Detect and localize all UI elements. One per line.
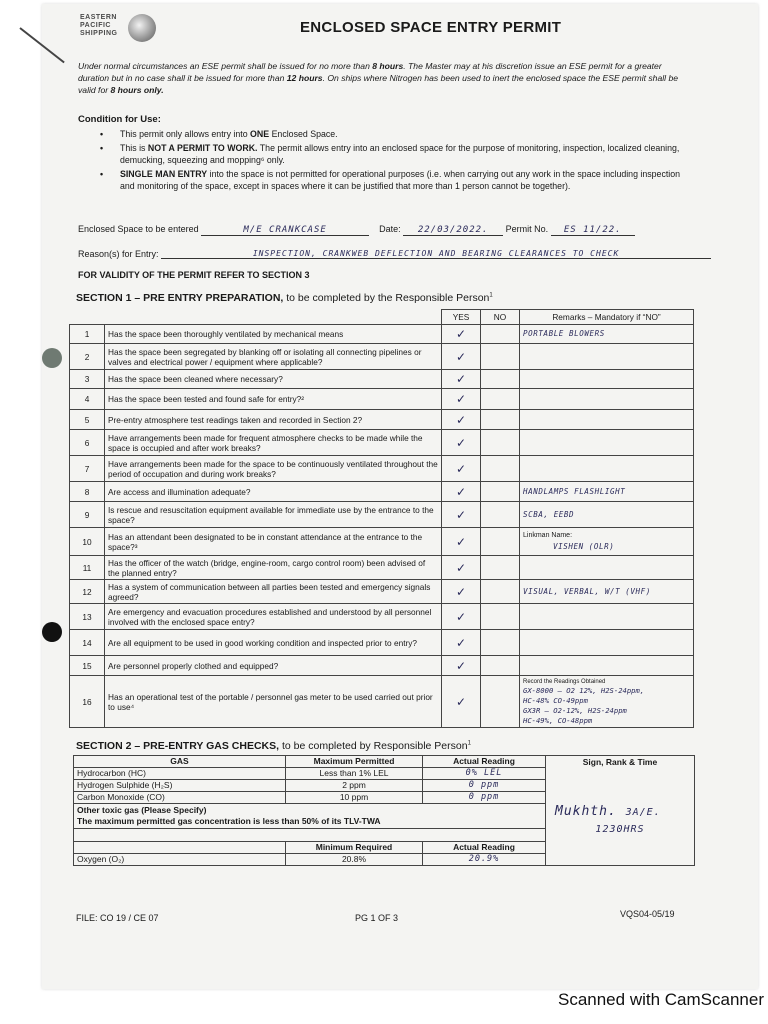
page-title: ENCLOSED SPACE ENTRY PERMIT <box>300 19 562 36</box>
row-question: Has an attendant been designated to be in constant attendance at the entrance to the space?³ <box>105 528 442 556</box>
space-date-permit-row <box>78 224 635 236</box>
no-cell <box>481 630 520 656</box>
condition-item <box>96 168 692 192</box>
header-no: NO <box>481 310 520 325</box>
logo-line: SHIPPING <box>80 30 118 37</box>
permit-value: ES 11/22. <box>551 225 635 236</box>
table-row <box>70 580 694 604</box>
gas-name: Carbon Monoxide (CO) <box>74 792 286 804</box>
no-cell <box>481 528 520 556</box>
row-question: Have arrangements been made for frequent atmosphere checks to be made while the space is occupied and after work breaks? <box>105 430 442 456</box>
no-cell <box>481 580 520 604</box>
table-row <box>70 456 694 482</box>
oxygen-actual: 20.9% <box>423 854 546 866</box>
section2-table <box>73 755 695 866</box>
gas-name: Hydrogen Sulphide (H₂S) <box>74 780 286 792</box>
yes-checkmark: ✓ <box>442 676 481 728</box>
condition-item <box>96 142 692 166</box>
intro-text: . The Master may at his discretion issue an ESE permit for a greater duration but in no case shall it be issued for more than <box>78 61 662 83</box>
no-cell <box>481 502 520 528</box>
table-row <box>70 556 694 580</box>
intro-bold: 12 hours <box>286 73 323 83</box>
row-number: 1 <box>70 325 105 344</box>
permit-label: Permit No. <box>505 224 549 234</box>
yes-checkmark: ✓ <box>442 656 481 676</box>
gas-name: Oxygen (O₂) <box>74 854 286 866</box>
condition-bold: SINGLE MAN ENTRY <box>120 169 208 179</box>
yes-checkmark: ✓ <box>442 580 481 604</box>
remark-cell <box>520 344 694 370</box>
table-row <box>70 482 694 502</box>
blank-cell <box>74 829 546 842</box>
yes-checkmark: ✓ <box>442 456 481 482</box>
yes-checkmark: ✓ <box>442 556 481 580</box>
reading-line: GX3R – O2-12%, H2S-24ppm <box>523 705 627 715</box>
date-label: Date: <box>379 224 401 234</box>
row-question: Are emergency and evacuation procedures established and understood by all personnel involved with the enclosed space entry? <box>105 604 442 630</box>
company-logo <box>80 14 164 44</box>
condition-bold: NOT A PERMIT TO WORK. <box>147 143 258 153</box>
logo-line: EASTERN <box>80 14 117 21</box>
table-row <box>70 528 694 556</box>
header-gas: GAS <box>74 756 286 768</box>
gas-actual: 0% LEL <box>423 768 546 780</box>
reading-line: HC-49%, CO-48ppm <box>523 715 593 725</box>
row-question: Are access and illumination adequate? <box>105 482 442 502</box>
reading-line: GX-8000 – O2 12%, H2S-24ppm, <box>523 685 645 695</box>
table-row <box>70 430 694 456</box>
logo-line: PACIFIC <box>80 22 111 29</box>
condition-bold: ONE <box>250 129 270 139</box>
table-row <box>70 325 694 344</box>
reason-label: Reason(s) for Entry: <box>78 249 159 259</box>
row-number: 13 <box>70 604 105 630</box>
yes-checkmark: ✓ <box>442 604 481 630</box>
logo-text <box>80 14 117 38</box>
header-min: Minimum Required <box>286 842 423 854</box>
row-number: 2 <box>70 344 105 370</box>
row-question: Is rescue and resuscitation equipment available for immediate use by the entrance to the space? <box>105 502 442 528</box>
section2-title-bold: SECTION 2 – PRE-ENTRY GAS CHECKS, <box>76 740 280 752</box>
row-question: Have arrangements been made for the space to be continuously ventilated throughout the period of occupation and during work breaks? <box>105 456 442 482</box>
condition-item <box>96 128 692 140</box>
yes-checkmark: ✓ <box>442 482 481 502</box>
table-header-row <box>70 310 694 325</box>
signature-cell <box>546 756 695 866</box>
row-number: 7 <box>70 456 105 482</box>
row-question: Are all equipment to be used in good working condition and inspected prior to entry? <box>105 630 442 656</box>
section2-title <box>76 740 471 752</box>
row-number: 6 <box>70 430 105 456</box>
yes-checkmark: ✓ <box>442 344 481 370</box>
reason-value: INSPECTION, CRANKWEB DEFLECTION AND BEARING CLEARANCES TO CHECK <box>161 249 711 259</box>
header-actual: Actual Reading <box>423 756 546 768</box>
table-row <box>70 502 694 528</box>
condition-text: This permit only allows entry into <box>120 129 251 139</box>
date-value: 22/03/2022. <box>403 225 503 236</box>
yes-checkmark: ✓ <box>442 325 481 344</box>
header-actual2: Actual Reading <box>423 842 546 854</box>
row-number: 3 <box>70 370 105 389</box>
conditions-list <box>96 128 692 194</box>
other-gas-line2: The maximum permitted gas concentration is less than 50% of its TLV-TWA <box>77 816 381 826</box>
yes-checkmark: ✓ <box>442 430 481 456</box>
row-question: Pre-entry atmosphere test readings taken and recorded in Section 2? <box>105 410 442 430</box>
punch-hole-bottom <box>42 622 62 642</box>
space-value: M/E CRANKCASE <box>201 225 369 236</box>
row-question: Has the space been segregated by blanking off or isolating all connecting pipelines or valves and electrical power / equipment where applicable? <box>105 344 442 370</box>
validity-note: FOR VALIDITY OF THE PERMIT REFER TO SECTION 3 <box>78 270 310 280</box>
signature-rank: 3A/E. <box>625 807 661 818</box>
row-number: 11 <box>70 556 105 580</box>
intro-paragraph <box>78 60 690 96</box>
signature-name: Mukhth. <box>555 804 617 819</box>
remark-cell <box>520 604 694 630</box>
gas-max: Less than 1% LEL <box>286 768 423 780</box>
punch-hole-top <box>42 348 62 368</box>
space-label: Enclosed Space to be entered <box>78 224 199 234</box>
section1-title-bold: SECTION 1 – PRE ENTRY PREPARATION, <box>76 292 284 304</box>
header-blank <box>105 310 442 325</box>
condition-text: into the space is not permitted for operational purposes (i.e. when carrying out any work in the space including inspection and monitoring of the space, except in spaces where it can be justified that more than 1 person cannot be together). <box>120 169 681 191</box>
row-question: Has the officer of the watch (bridge, engine-room, cargo control room) been advised of the planned entry? <box>105 556 442 580</box>
remark-cell: HANDLAMPS FLASHLIGHT <box>520 482 694 502</box>
reason-row <box>78 249 711 259</box>
other-gas-cell <box>74 804 546 829</box>
footer-page: PG 1 OF 3 <box>355 913 399 923</box>
header-remarks: Remarks – Mandatory if “NO” <box>520 310 694 325</box>
conditions-title: Condition for Use: <box>78 114 161 125</box>
section1-title <box>76 292 493 304</box>
remark-cell <box>520 528 694 556</box>
yes-checkmark: ✓ <box>442 389 481 410</box>
table-row <box>70 344 694 370</box>
table-row <box>70 410 694 430</box>
remark-cell <box>520 656 694 676</box>
gas-max: 2 ppm <box>286 780 423 792</box>
condition-text: Enclosed Space. <box>269 129 338 139</box>
other-gas-line1: Other toxic gas (Please Specify) <box>77 805 207 815</box>
no-cell <box>481 325 520 344</box>
remark-cell <box>520 410 694 430</box>
intro-bold: 8 hours <box>372 61 404 71</box>
no-cell <box>481 370 520 389</box>
header-max: Maximum Permitted <box>286 756 423 768</box>
row-question: Has a system of communication between all parties been tested and emergency signals agreed? <box>105 580 442 604</box>
remark-cell: VISUAL, VERBAL, W/T (VHF) <box>520 580 694 604</box>
header-yes: YES <box>442 310 481 325</box>
table-row <box>70 604 694 630</box>
section2-title-sup: 1 <box>467 740 471 747</box>
footer-file: FILE: CO 19 / CE 07 <box>76 913 159 923</box>
section1-title-sup: 1 <box>489 292 493 299</box>
gas-actual: 0 ppm <box>423 792 546 804</box>
table-row <box>70 630 694 656</box>
row-number: 14 <box>70 630 105 656</box>
condition-text: This is <box>120 143 148 153</box>
row-question: Has the space been thoroughly ventilated by mechanical means <box>105 325 442 344</box>
no-cell <box>481 430 520 456</box>
no-cell <box>481 456 520 482</box>
no-cell <box>481 676 520 728</box>
row-number: 10 <box>70 528 105 556</box>
section1-title-rest: to be completed by the Responsible Person <box>283 292 490 304</box>
condition-text: The permit allows entry into an enclosed space for the purpose of monitoring, inspection, localized cleaning, demucking, squeezing and mopping⁶ only. <box>120 143 680 165</box>
intro-bold: 8 hours only. <box>110 85 164 95</box>
no-cell <box>481 482 520 502</box>
remark-cell <box>520 676 694 728</box>
reading-line: HC-48% CO-49ppm <box>523 695 588 705</box>
section1-table <box>69 309 694 728</box>
camscanner-watermark: Scanned with CamScanner <box>557 990 764 1009</box>
oxygen-min: 20.8% <box>286 854 423 866</box>
yes-checkmark: ✓ <box>442 410 481 430</box>
gas-max: 10 ppm <box>286 792 423 804</box>
signature-time: 1230HRS <box>595 824 645 835</box>
table-row <box>70 676 694 728</box>
gas-header-row <box>74 756 695 768</box>
blank-cell <box>74 842 286 854</box>
no-cell <box>481 656 520 676</box>
signature <box>555 806 691 818</box>
readings-label: Record the Readings Obtained <box>523 678 606 685</box>
linkman-name: VISHEN (OLR) <box>553 542 615 551</box>
yes-checkmark: ✓ <box>442 502 481 528</box>
remark-cell: SCBA, EEBD <box>520 502 694 528</box>
remark-cell <box>520 389 694 410</box>
remark-cell <box>520 630 694 656</box>
row-number: 5 <box>70 410 105 430</box>
row-question: Has the space been tested and found safe for entry?² <box>105 389 442 410</box>
table-row <box>70 389 694 410</box>
remark-cell: PORTABLE BLOWERS <box>520 325 694 344</box>
remark-cell <box>520 370 694 389</box>
row-question: Has the space been cleaned where necessary? <box>105 370 442 389</box>
header-sign: Sign, Rank & Time <box>582 757 658 767</box>
row-question: Are personnel properly clothed and equipped? <box>105 656 442 676</box>
table-row <box>70 370 694 389</box>
remark-cell <box>520 456 694 482</box>
gas-name: Hydrocarbon (HC) <box>74 768 286 780</box>
row-number: 16 <box>70 676 105 728</box>
no-cell <box>481 410 520 430</box>
row-number: 15 <box>70 656 105 676</box>
yes-checkmark: ✓ <box>442 528 481 556</box>
yes-checkmark: ✓ <box>442 630 481 656</box>
row-question: Has an operational test of the portable / personnel gas meter to be used carried out prior to use⁴ <box>105 676 442 728</box>
intro-text: . On ships where Nitrogen has been used to inert the enclosed space the ESE permit shall be valid for <box>78 73 679 95</box>
linkman-label: Linkman Name: <box>523 532 573 539</box>
intro-text: Under normal circumstances an ESE permit shall be issued for no more than <box>78 61 373 71</box>
row-number: 4 <box>70 389 105 410</box>
no-cell <box>481 556 520 580</box>
no-cell <box>481 604 520 630</box>
no-cell <box>481 344 520 370</box>
no-cell <box>481 389 520 410</box>
row-number: 12 <box>70 580 105 604</box>
remark-cell <box>520 430 694 456</box>
yes-checkmark: ✓ <box>442 370 481 389</box>
footer-ref: VQS04-05/19 <box>620 909 675 919</box>
header-blank <box>70 310 105 325</box>
remark-cell <box>520 556 694 580</box>
row-number: 8 <box>70 482 105 502</box>
globe-icon <box>128 14 156 42</box>
table-row <box>70 656 694 676</box>
row-number: 9 <box>70 502 105 528</box>
section2-title-rest: to be completed by Responsible Person <box>279 740 468 752</box>
gas-actual: 0 ppm <box>423 780 546 792</box>
